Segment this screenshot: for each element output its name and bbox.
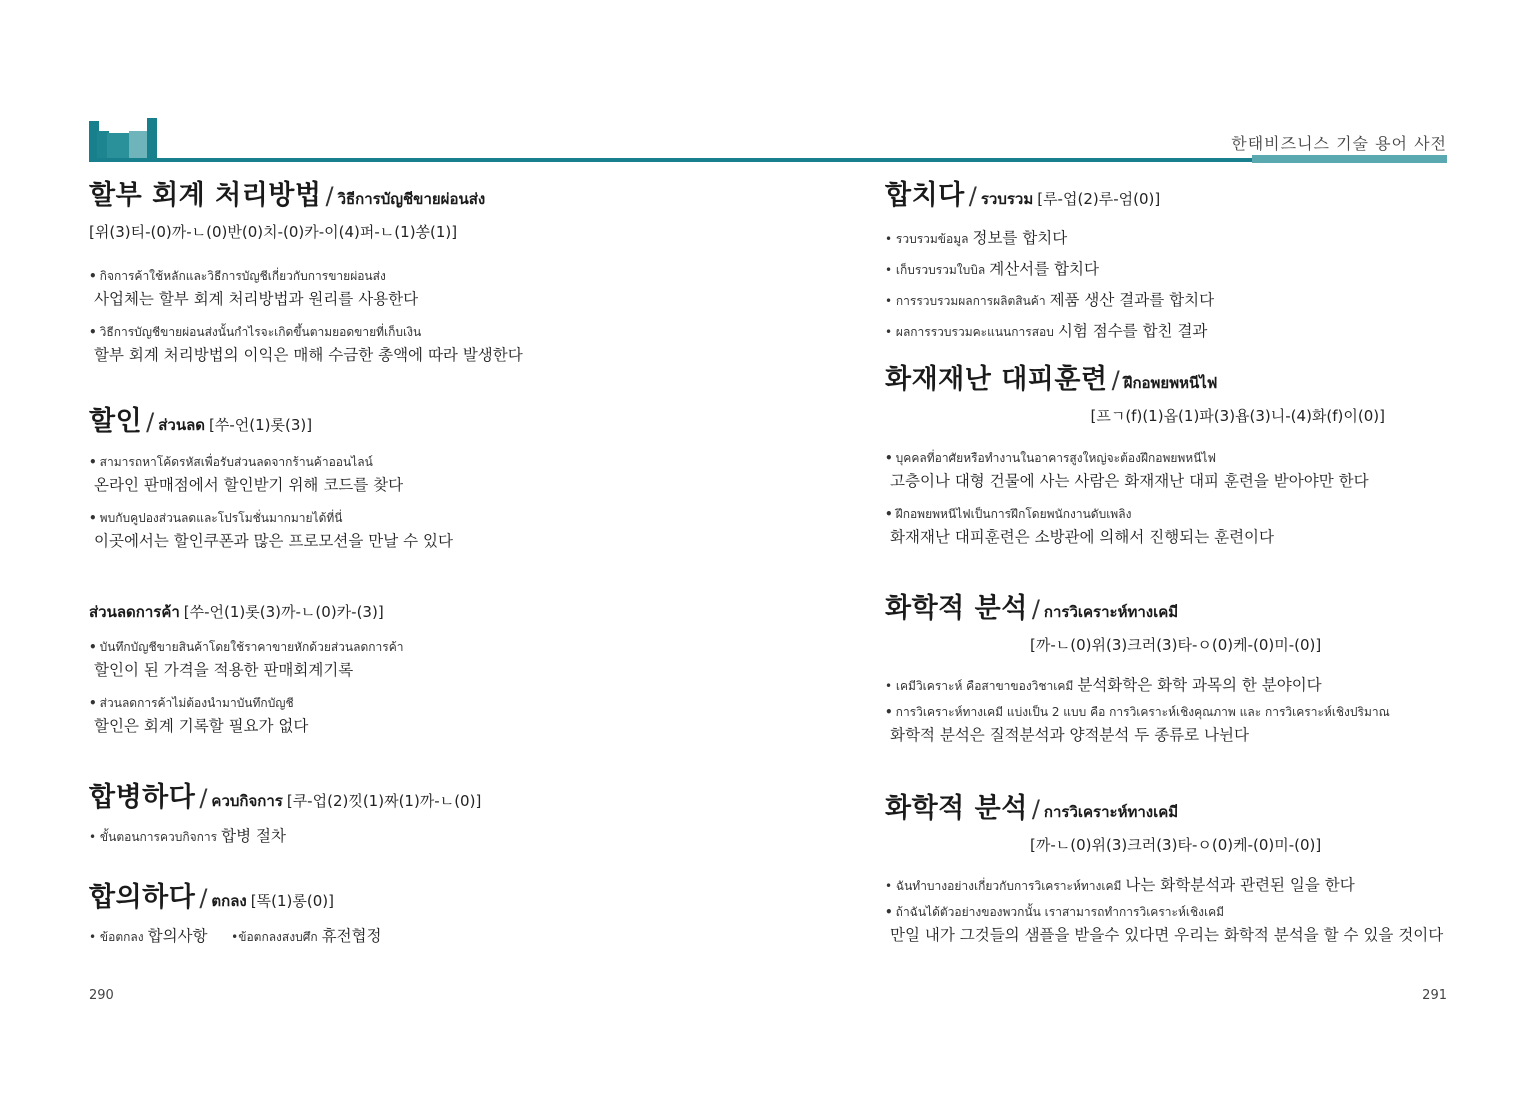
bullet: •	[885, 879, 893, 893]
headword-thai: ตกลง	[211, 892, 247, 910]
example-thai: เคมีวิเคราะห์ คือสาขาของวิชาเคมี	[895, 679, 1074, 693]
entry-discount	[89, 402, 729, 553]
header-tab	[1252, 155, 1447, 163]
example-korean: 시험 점수를 합친 결과	[1057, 322, 1208, 340]
example	[885, 316, 1525, 347]
bullet: •	[89, 830, 97, 844]
example-thai: พบกับคูปองส่วนลดและโปรโมชั่นมากมายได้ที่นี่	[99, 511, 343, 525]
example-thai: ผลการรวบรวมคะแนนการสอบ	[895, 325, 1054, 339]
pronunciation: [까-ㄴ(0)위(3)크러(3)타-ㅇ(0)케-(0)미-(0)]	[1030, 836, 1322, 854]
bullet: •	[885, 232, 893, 246]
example-thai: การวิเคราะห์ทางเคมี แบ่งเป็น 2 แบบ คือ การวิเคราะห์เชิงคุณภาพ และ การวิเคราะห์เชิงปริมาณ	[895, 705, 1390, 719]
example-korean: 휴전협정	[321, 927, 382, 945]
headword	[89, 402, 729, 445]
bullet: •	[885, 905, 893, 919]
bullet: •	[885, 705, 893, 719]
example	[89, 451, 729, 497]
bullet: •	[89, 269, 97, 283]
example-korean: 할인은 회계 기록할 필요가 없다	[94, 717, 309, 735]
page-number-right: 291	[1422, 988, 1447, 1003]
example	[885, 701, 1525, 747]
example-korean: 분석화학은 화학 과목의 한 분야이다	[1077, 676, 1322, 694]
bullet: •	[885, 451, 893, 465]
bullet: •	[89, 640, 97, 654]
page-number-left: 290	[89, 988, 114, 1003]
entry-merge	[89, 778, 729, 852]
example-thai: ข้อตกลง	[99, 930, 144, 944]
example-korean: 온라인 판매점에서 할인받기 위해 코드를 찾다	[94, 476, 404, 494]
example	[885, 223, 1525, 254]
example-thai: ถ้าฉันได้ตัวอย่างของพวกนั้น เราสามารถทำการวิเคราะห์เชิงเคมี	[895, 905, 1225, 919]
bullet: •	[885, 679, 893, 693]
headword-thai: ควบกิจการ	[211, 792, 283, 810]
example-thai: ฝึกอพยพหนีไฟเป็นการฝึกโดยพนักงานดับเพลิง	[895, 507, 1132, 521]
example	[885, 901, 1525, 947]
example-thai: ขั้นตอนการควบกิจการ	[99, 830, 218, 844]
headword-korean: 할부 회계 처리방법	[89, 180, 322, 211]
header-rule	[89, 158, 1447, 162]
bullet: •	[885, 325, 893, 339]
example-korean: 합의사항	[147, 927, 208, 945]
headword	[89, 176, 729, 219]
example-thai: บุคคลที่อาศัยหรือทำงานในอาคารสูงใหญ่จะต้องฝึกอพยพหนีไฟ	[895, 451, 1216, 465]
headword-slash: /	[1031, 595, 1040, 623]
example	[89, 692, 729, 738]
example-korean: 할부 회계 처리방법의 이익은 매해 수금한 총액에 따라 발생한다	[94, 346, 523, 364]
bullet: •	[89, 696, 97, 710]
headword-thai: รวบรวม	[980, 190, 1034, 208]
example-korean: 제품 생산 결과를 합치다	[1049, 291, 1215, 309]
entry-agree	[89, 878, 729, 952]
headword-korean: 화학적 분석	[885, 593, 1028, 624]
example-korean: 사업체는 할부 회계 처리방법과 원리를 사용한다	[94, 290, 419, 308]
bullet: •	[231, 930, 239, 944]
example-korean: 할인이 된 가격을 적용한 판매회계기록	[94, 661, 354, 679]
headword	[885, 360, 1525, 403]
example	[89, 321, 729, 367]
example	[885, 503, 1525, 549]
example	[885, 447, 1525, 493]
entry-fire-drill	[885, 360, 1525, 549]
headword-thai: ฝึกอพยพหนีไฟ	[1123, 374, 1218, 392]
example	[89, 636, 729, 682]
example-korean: 계산서를 합치다	[989, 260, 1099, 278]
entry-chemical-analysis-1	[885, 589, 1525, 747]
pronunciation: [프ㄱ(f)(1)옵(1)파(3)욥(3)니-(4)화(f)이(0)]	[1090, 407, 1385, 425]
headword-korean: 화재재난 대피훈련	[885, 364, 1108, 395]
bullet: •	[885, 294, 893, 308]
example-korean: 이곳에서는 할인쿠폰과 많은 프로모션을 만날 수 있다	[94, 532, 453, 550]
headword-korean: 할인	[89, 406, 143, 437]
headword-slash: /	[325, 182, 334, 210]
example	[89, 821, 729, 852]
example	[885, 254, 1525, 285]
example-thai: เก็บรวบรวมใบบิล	[895, 263, 986, 277]
headword-slash: /	[199, 884, 208, 912]
example-thai: กิจการค้าใช้หลักและวิธีการบัญชีเกี่ยวกับการขายผ่อนส่ง	[99, 269, 386, 283]
headword	[89, 878, 729, 921]
bullet: •	[885, 263, 893, 277]
headword	[885, 589, 1525, 632]
example-korean: 화학적 분석은 질적분석과 양적분석 두 종류로 나뉜다	[890, 726, 1249, 744]
headword	[885, 176, 1525, 219]
example-thai: การรวบรวมผลการผลิตสินค้า	[895, 294, 1046, 308]
pronunciation: [까-ㄴ(0)위(3)크러(3)타-ㅇ(0)케-(0)미-(0)]	[1030, 636, 1322, 654]
headword-slash: /	[146, 408, 155, 436]
example	[89, 265, 729, 311]
bullet: •	[89, 511, 97, 525]
bullet: •	[89, 930, 97, 944]
entry-installment-accounting	[89, 176, 729, 367]
headword-korean: 합의하다	[89, 882, 196, 913]
header-decoration	[89, 118, 161, 161]
example-thai: สามารถหาโค้ดรหัสเพื่อรับส่วนลดจากร้านค้าออนไลน์	[99, 455, 373, 469]
headword-slash: /	[199, 784, 208, 812]
headword-thai: การวิเคราะห์ทางเคมี	[1043, 603, 1179, 621]
example	[885, 870, 1525, 901]
example-korean: 합병 절차	[221, 827, 286, 845]
headword	[885, 789, 1525, 832]
example-thai: ฉันทำบางอย่างเกี่ยวกับการวิเคราะห์ทางเคมี	[895, 879, 1122, 893]
entry-combine	[885, 176, 1525, 347]
headword-korean: 합병하다	[89, 782, 196, 813]
example-korean: 정보를 합치다	[972, 229, 1068, 247]
bullet: •	[89, 325, 97, 339]
headword-korean: 화학적 분석	[885, 793, 1028, 824]
example-thai: ส่วนลดการค้าไม่ต้องนำมาบันทึกบัญชี	[99, 696, 294, 710]
example-row	[89, 921, 729, 952]
example-thai: วิธีการบัญชีขายผ่อนส่งนั้นกำไรจะเกิดขึ้นตามยอดขายที่เก็บเงิน	[99, 325, 422, 339]
example-korean: 고층이나 대형 건물에 사는 사람은 화재재난 대피 훈련을 받아야만 한다	[890, 472, 1369, 490]
example	[89, 507, 729, 553]
headword-thai: วิธีการบัญชีขายผ่อนส่ง	[337, 190, 486, 208]
headword-slash: /	[1031, 795, 1040, 823]
entry-chemical-analysis-2	[885, 789, 1525, 947]
headword-thai: ส่วนลด	[158, 416, 206, 434]
headword-korean: 합치다	[885, 180, 965, 211]
pronunciation: [쑤-언(1)롯(3)까-ㄴ(0)카-(3)]	[183, 603, 384, 621]
example	[885, 285, 1525, 316]
pronunciation: [똑(1)롱(0)]	[250, 892, 334, 910]
example-thai: รวบรวมข้อมูล	[895, 232, 969, 246]
example-thai: บันทึกบัญชีขายสินค้าโดยใช้ราคาขายหักด้วยส่วนลดการค้า	[99, 640, 404, 654]
entry-trade-discount	[89, 592, 729, 738]
headword-thai: ส่วนลดการค้า	[89, 603, 180, 621]
bullet: •	[885, 507, 893, 521]
running-title: 한태비즈니스 기술 용어 사전	[1231, 134, 1447, 153]
example-thai: ข้อตกลงสงบศึก	[238, 930, 318, 944]
example-korean: 만일 내가 그것들의 샘플을 받을수 있다면 우리는 화학적 분석을 할 수 있을 것이다	[890, 926, 1444, 944]
example	[885, 670, 1525, 701]
pronunciation: [위(3)티-(0)까-ㄴ(0)반(0)치-(0)카-이(4)퍼-ㄴ(1)쏭(1)]	[89, 223, 458, 241]
example-korean: 나는 화학분석과 관련된 일을 한다	[1125, 876, 1355, 894]
headword-slash: /	[968, 182, 977, 210]
headword	[89, 778, 729, 821]
pronunciation: [루-업(2)루-엄(0)]	[1037, 190, 1161, 208]
headword	[89, 592, 729, 632]
pronunciation: [쿠-업(2)낏(1)짜(1)까-ㄴ(0)]	[286, 792, 482, 810]
bullet: •	[89, 455, 97, 469]
example-korean: 화재재난 대피훈련은 소방관에 의해서 진행되는 훈련이다	[890, 528, 1274, 546]
headword-thai: การวิเคราะห์ทางเคมี	[1043, 803, 1179, 821]
headword-slash: /	[1111, 366, 1120, 394]
pronunciation: [쑤-언(1)롯(3)]	[209, 416, 313, 434]
